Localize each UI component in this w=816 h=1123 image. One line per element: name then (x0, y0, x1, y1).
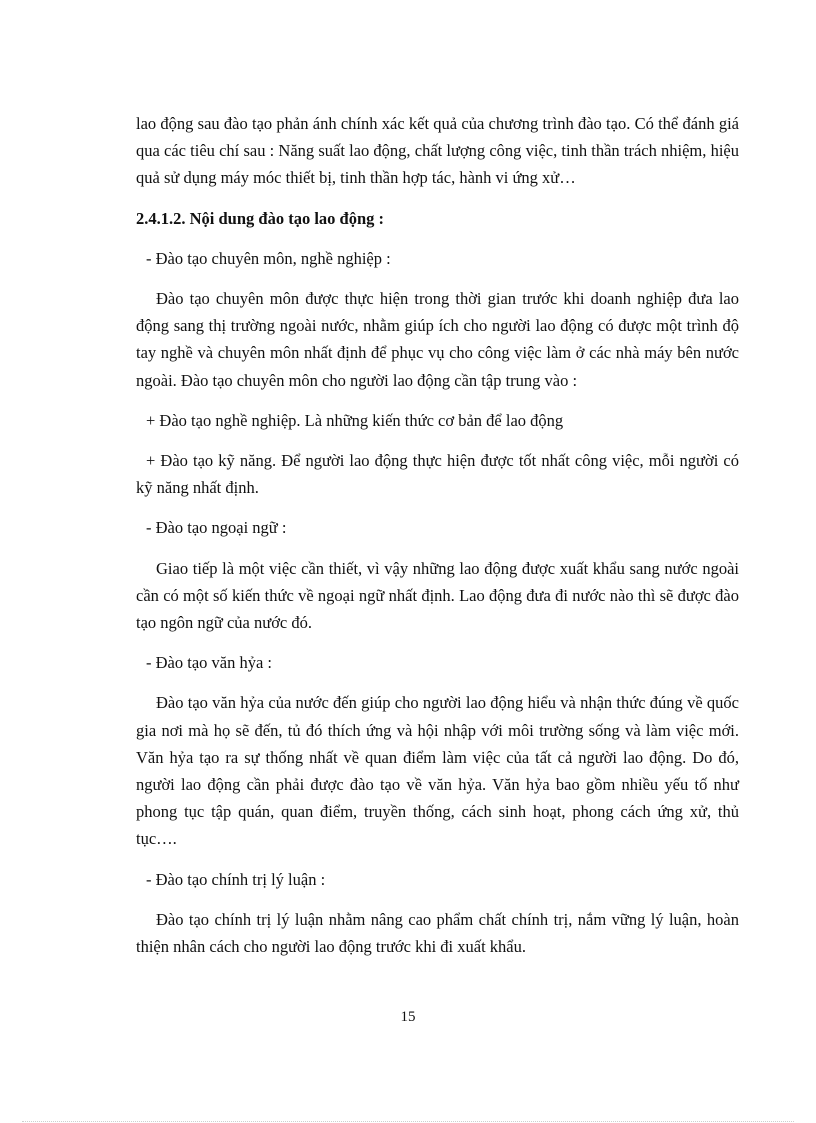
intro-paragraph: lao động sau đào tạo phản ánh chính xác kết quả của chương trình đào tạo. Có thể đánh giá qua các tiêu chí sau : Năng suất lao động, chất lượng công việc, tinh thần trách nhiệm, hiệu quả sử dụng máy móc thiết bị, tinh thần hợp tác, hành vi ứng xử… (136, 114, 739, 188)
subitem-skills-training: + Đào tạo kỹ năng. Để người lao động thực hiện được tốt nhất công việc, mỗi người có kỹ năng nhất định. (136, 451, 739, 498)
professional-training-paragraph: Đào tạo chuyên môn được thực hiện trong thời gian trước khi doanh nghiệp đưa lao động sang thị trường ngoài nước, nhằm giúp ích cho người lao động có được một trình độ tay nghề và chuyên môn nhất định để phục vụ cho công việc làm ở các nhà máy bên nước ngoài. Đào tạo chuyên môn cho người lao động cần tập trung vào : (136, 289, 739, 390)
political-training-paragraph: Đào tạo chính trị lý luận nhằm nâng cao phẩm chất chính trị, nắm vững lý luận, hoàn thiện nhân cách cho người lao động trước khi đi xuất khẩu. (136, 909, 739, 957)
item-language-training: - Đào tạo ngoại ngữ : (146, 518, 287, 538)
page-number: 15 (400, 1009, 416, 1025)
subitem-vocational-training: + Đào tạo nghề nghiệp. Là những kiến thức cơ bản để lao động (146, 410, 564, 430)
item-professional-training: - Đào tạo chuyên môn, nghề nghiệp : (146, 248, 391, 268)
culture-training-paragraph: Đào tạo văn hỷa của nước đến giúp cho người lao động hiểu và nhận thức đúng về quốc gia nơi mà họ sẽ đến, tủ đó thích ứng và hội nhập với môi trường sống và làm việc mới. Văn hỷa tạo ra sự thống nhất về quan điểm làm việc của tất cả người lao động. Do đó, người lao động cần phải được đào tạo về văn hỷa. Văn hỷa bao gồm nhiều yếu tố như phong tục tập quán, quan điểm, truyền thống, cách sinh hoạt, phong cách ứng xử, thủ tục…. (136, 693, 739, 849)
language-training-paragraph: Giao tiếp là một việc cần thiết, vì vậy những lao động được xuất khẩu sang nước ngoài cần có một số kiến thức về ngoại ngữ nhất định. Lao động đưa đi nước nào thì sẽ được đào tạo ngôn ngữ của nước đó. (136, 558, 739, 633)
section-heading: 2.4.1.2. Nội dung đào tạo lao động : (136, 208, 385, 228)
page-bottom-divider (22, 1121, 794, 1122)
item-political-training: - Đào tạo chính trị lý luận : (146, 869, 326, 889)
page-body (136, 110, 739, 973)
item-culture-training: - Đào tạo văn hỷa : (146, 653, 272, 673)
